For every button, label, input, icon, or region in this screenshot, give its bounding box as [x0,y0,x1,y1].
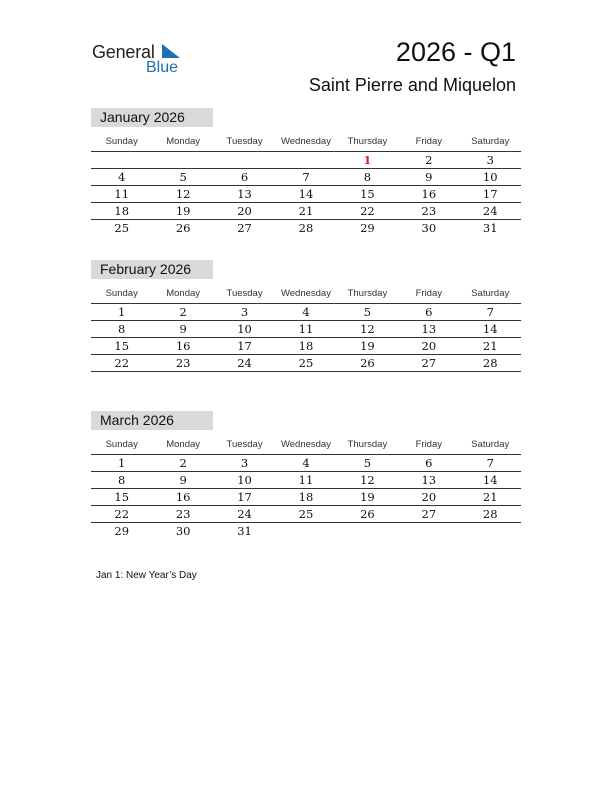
day-cell: 7 [302,170,310,184]
logo-triangle-icon [162,44,182,60]
day-cell: 26 [175,221,191,235]
day-cell: 6 [240,170,249,184]
day-cell: 20 [421,339,437,353]
weekday-header: Wednesday [280,288,331,299]
day-cell: 27 [421,356,437,370]
day-cell: 27 [237,221,252,235]
page-title: 2026 - Q1 [395,37,516,67]
day-cell: 15 [114,490,130,504]
week-row [91,472,521,489]
day-cell: 27 [421,507,437,521]
day-cell: 14 [482,322,498,336]
day-cell [398,372,459,388]
day-cell [152,372,213,388]
day-cell: 4 [302,456,310,470]
day-cell: 24 [237,507,252,521]
day-cell: 26 [360,356,375,370]
week-row [91,304,521,321]
weekday-header: Saturday [471,136,510,147]
day-cell: 30 [175,524,191,538]
day-cell [275,372,336,388]
week-row [91,338,521,355]
month-label: March 2026 [91,411,213,430]
logo-text-general: General [92,42,155,62]
day-cell: 20 [237,204,252,218]
day-cell: 6 [425,456,433,470]
week-row [91,321,521,338]
day-cell: 5 [179,170,187,184]
day-cell: 28 [482,356,498,370]
day-cell: 18 [298,339,314,353]
day-cell: 19 [360,339,375,353]
day-cell: 1 [118,456,126,470]
day-cell [337,523,398,539]
day-cell [460,372,521,388]
week-row [91,220,521,236]
weekday-header-row [91,436,521,455]
day-cell: 6 [425,305,433,319]
day-cell: 17 [237,339,252,353]
weekday-header: Wednesday [280,439,331,450]
weekday-header: Friday [415,136,443,147]
weekday-header: Monday [166,288,201,299]
weekday-header: Tuesday [226,288,263,299]
day-cell: 19 [360,490,375,504]
weekday-header: Friday [415,288,443,299]
day-cell: 22 [114,356,130,370]
week-row [91,152,521,169]
week-row [91,506,521,523]
weekday-header: Tuesday [226,439,263,450]
day-cell: 11 [114,187,130,201]
week-row [91,372,521,388]
day-cell: 3 [240,456,249,470]
day-cell [214,152,275,168]
week-row [91,355,521,372]
day-cell: 23 [175,507,191,521]
day-cell: 1 [118,305,126,319]
day-cell: 1 [363,153,372,167]
day-cell: 21 [482,339,498,353]
day-cell [91,152,152,168]
weekday-header: Sunday [105,439,138,450]
day-cell: 5 [363,456,372,470]
day-cell: 18 [114,204,130,218]
day-cell: 25 [298,507,314,521]
day-cell: 8 [118,473,126,487]
day-cell: 28 [298,221,314,235]
day-cell: 11 [298,473,314,487]
day-cell: 13 [421,473,437,487]
day-cell: 13 [421,322,437,336]
day-cell: 4 [118,170,126,184]
day-cell: 22 [360,204,375,218]
day-cell: 14 [482,473,498,487]
weekday-header: Sunday [105,136,138,147]
day-cell: 31 [482,221,498,235]
day-cell: 20 [421,490,437,504]
day-cell: 28 [482,507,498,521]
week-row [91,455,521,472]
day-cell: 2 [425,153,433,167]
day-cell: 9 [425,170,433,184]
day-cell: 3 [240,305,249,319]
week-row [91,523,521,539]
day-cell: 10 [237,473,252,487]
weekday-header: Monday [166,136,201,147]
day-cell: 21 [298,204,314,218]
day-cell [398,523,459,539]
generalblue-logo [92,40,192,80]
day-cell: 22 [114,507,130,521]
day-cell: 10 [237,322,252,336]
weekday-header-row [91,133,521,152]
day-cell: 16 [421,187,437,201]
day-cell: 18 [298,490,314,504]
day-cell: 16 [175,490,191,504]
week-row [91,203,521,220]
day-cell: 25 [298,356,314,370]
day-cell: 24 [482,204,498,218]
day-cell: 16 [175,339,191,353]
day-cell: 14 [298,187,314,201]
weekday-header: Saturday [471,439,510,450]
day-cell: 5 [363,305,372,319]
day-cell: 19 [175,204,191,218]
day-cell [275,152,336,168]
day-cell: 15 [360,187,375,201]
day-cell: 4 [302,305,310,319]
day-cell: 8 [118,322,126,336]
weekday-header: Thursday [347,288,388,299]
day-cell: 21 [482,490,498,504]
day-cell: 12 [360,473,375,487]
weekday-header: Thursday [347,136,388,147]
month-label: February 2026 [91,260,213,279]
logo-text-blue: Blue [146,59,179,76]
weekday-header: Monday [166,439,201,450]
weekday-header-row [91,285,521,304]
month-label: January 2026 [91,108,213,127]
day-cell [91,372,152,388]
week-row [91,169,521,186]
day-cell: 26 [360,507,375,521]
day-cell: 24 [237,356,252,370]
day-cell: 9 [179,322,187,336]
day-cell: 23 [421,204,437,218]
day-cell: 17 [482,187,498,201]
day-cell: 23 [175,356,191,370]
day-cell: 9 [179,473,187,487]
month-calendar [91,411,521,539]
holiday-note: Jan 1: New Year’s Day [96,570,197,581]
month-calendar [91,108,521,236]
holiday-notes [96,570,197,581]
day-cell: 7 [486,456,494,470]
day-cell: 30 [421,221,437,235]
weekday-header: Saturday [471,288,510,299]
day-cell: 8 [363,170,372,184]
day-cell: 11 [298,322,314,336]
day-cell: 13 [237,187,252,201]
day-cell: 29 [114,524,130,538]
day-cell: 12 [175,187,191,201]
day-cell [214,372,275,388]
day-cell: 7 [486,305,494,319]
day-cell: 2 [179,305,187,319]
day-cell: 31 [237,524,252,538]
week-row [91,186,521,203]
weekday-header: Thursday [347,439,388,450]
day-cell: 10 [482,170,498,184]
weekday-header: Sunday [105,288,138,299]
day-cell: 15 [114,339,130,353]
week-row [91,489,521,506]
day-cell [275,523,336,539]
day-cell: 17 [237,490,252,504]
weekday-header: Tuesday [226,136,263,147]
weekday-header: Wednesday [280,136,331,147]
day-cell [152,152,213,168]
day-cell: 12 [360,322,375,336]
month-calendar [91,260,521,388]
page-subtitle: Saint Pierre and Miquelon [308,75,516,95]
day-cell: 3 [486,153,494,167]
day-cell [460,523,521,539]
day-cell [337,372,398,388]
day-cell: 2 [179,456,187,470]
day-cell: 25 [114,221,130,235]
day-cell: 29 [360,221,375,235]
weekday-header: Friday [415,439,443,450]
